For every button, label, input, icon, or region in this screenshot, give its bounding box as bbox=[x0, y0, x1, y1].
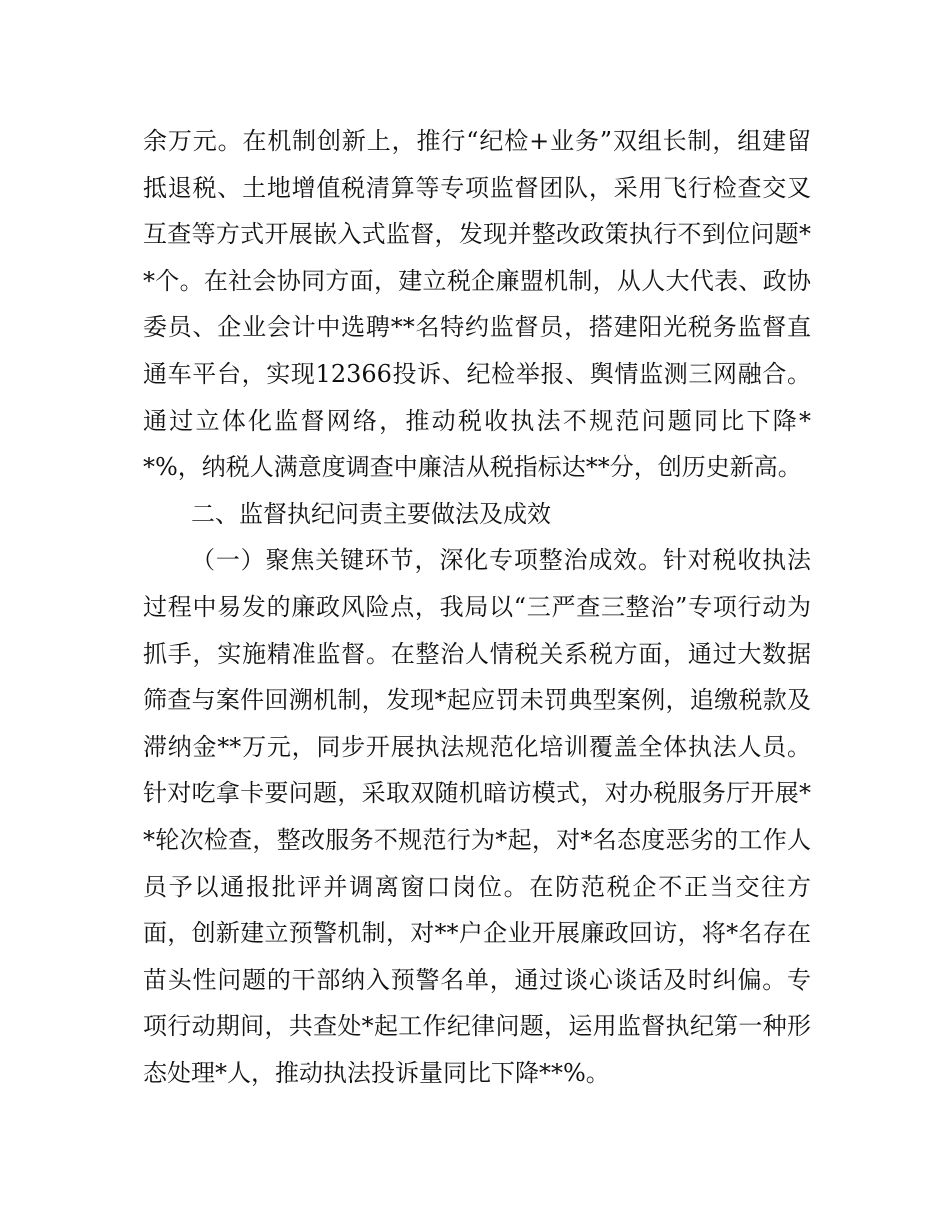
paragraph-continuation: 余万元。在机制创新上，推行“纪检+业务”双组长制，组建留抵退税、土地增值税清算等专项监督团队，采用飞行检查交叉互查等方式开展嵌入式监督，发现并整改政策执行不到位问题**个。在社会协同方面，建立税企廉盟机制，从人大代表、政协委员、企业会计中选聘**名特约监督员，搭建阳光税务监督直通车平台，实现12366投诉、纪检举报、舆情监测三网融合。通过立体化监督网络，推动税收执法不规范问题同比下降**%，纳税人满意度调查中廉洁从税指标达**分，创历史新高。 bbox=[143, 127, 811, 482]
document-body bbox=[143, 118, 811, 1096]
section-heading: 二、监督执纪问责主要做法及成效 bbox=[191, 499, 551, 528]
paragraph-subsection-1: （一）聚焦关键环节，深化专项整治成效。针对税收执法过程中易发的廉政风险点，我局以“三严查三整治”专项行动为抓手，实施精准监督。在整治人情税关系税方面，通过大数据筛查与案件回溯机制，发现*起应罚未罚典型案例，追缴税款及滞纳金**万元，同步开展执法规范化培训覆盖全体执法人员。针对吃拿卡要问题，采取双随机暗访模式，对办税服务厅开展**轮次检查，整改服务不规范行为*起，对*名态度恶劣的工作人员予以通报批评并调离窗口岗位。在防范税企不正当交往方面，创新建立预警机制，对**户企业开展廉政回访，将*名存在苗头性问题的干部纳入预警名单，通过谈心谈话及时纠偏。专项行动期间，共查处*起工作纪律问题，运用监督执纪第一种形态处理*人，推动执法投诉量同比下降**%。 bbox=[143, 546, 811, 1087]
